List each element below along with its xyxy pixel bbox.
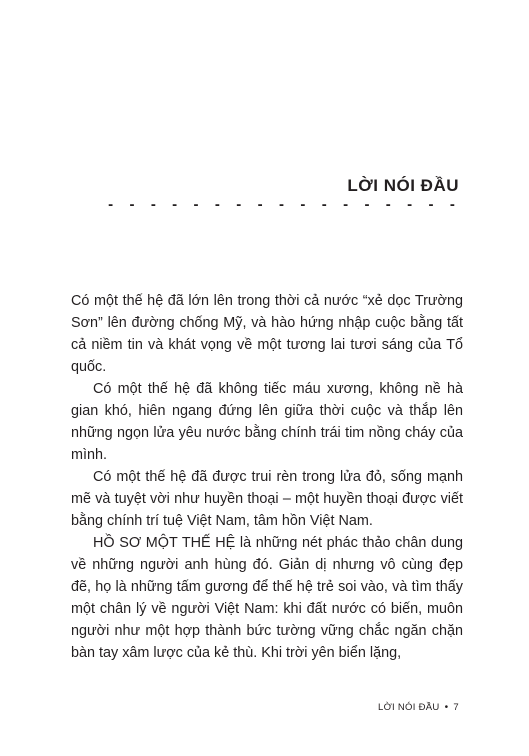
paragraph-3: Có một thế hệ đã được trui rèn trong lửa đỏ, sống mạnh mẽ và tuyệt vời như huyền thoại – một huyền thoại được viết bằng chính trí tuệ Việt Nam, tâm hồn Việt Nam.	[71, 469, 463, 529]
title-dash-rule: - - - - - - - - - - - - - - - - -	[108, 196, 461, 213]
paragraph-1: Có một thế hệ đã lớn lên trong thời cả nước “xẻ dọc Trường Sơn” lên đường chống Mỹ, và hào hứng nhập cuộc bằng tất cả niềm tin và khát vọng về một tương lai tươi sáng của Tổ quốc.	[71, 293, 463, 375]
paragraph-2: Có một thế hệ đã không tiếc máu xương, không nề hà gian khó, hiên ngang đứng lên giữa thời cuộc và thắp lên những ngọn lửa yêu nước bằng chính trái tim nồng cháy của mình.	[71, 381, 463, 463]
paragraph-4: HỒ SƠ MỘT THẾ HỆ là những nét phác thảo chân dung về những người anh hùng đó. Giản dị nhưng vô cùng đẹp đẽ, họ là những tấm gương để thế hệ trẻ soi vào, và tìm thấy một chân lý về người Việt Nam: khi đất nước có biến, muôn người như một hợp thành bức tường vững chắc ngăn chặn bàn tay xâm lược của kẻ thù. Khi trời yên biển lặng,	[71, 535, 463, 661]
footer-bullet: •	[444, 702, 449, 713]
page-number: 7	[453, 702, 459, 713]
chapter-title: LỜI NÓI ĐẦU	[347, 176, 459, 195]
running-footer	[378, 702, 459, 713]
body-text	[71, 290, 463, 664]
footer-section-title: LỜI NÓI ĐẦU	[377, 702, 440, 713]
